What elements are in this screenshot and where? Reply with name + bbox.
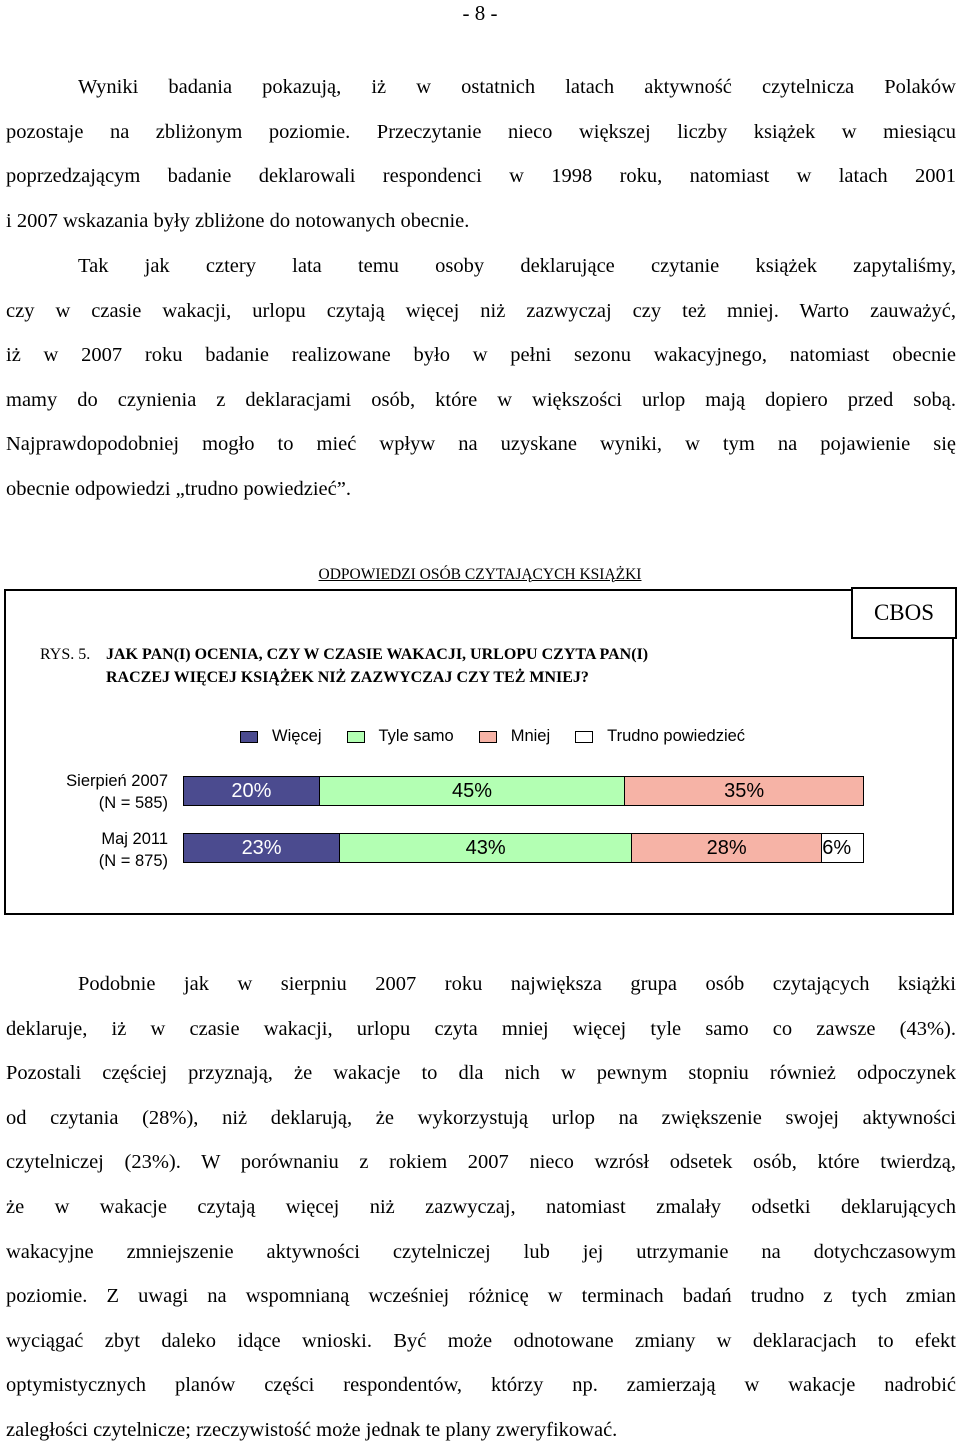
- figure-label: RYS. 5.: [40, 646, 91, 663]
- data-label: 20%: [231, 779, 272, 802]
- bar-segment: [822, 834, 863, 862]
- legend-item: [575, 727, 745, 746]
- bar-segment: [632, 834, 822, 862]
- page-number: - 8 -: [462, 1, 498, 25]
- category-label-line: Maj 2011: [101, 830, 168, 848]
- text-line: Najprawdopodobniej mogło to mieć wpływ na uzyskane wyniki, w tym na pojawienie się: [6, 433, 956, 456]
- data-label: 6%: [822, 836, 852, 859]
- text-line: że w wakacje czytają więcej niż zazwyczaj, natomiast zmalały odsetki deklarujących: [6, 1195, 956, 1218]
- figure-question-line2: RACZEJ WIĘCEJ KSIĄŻEK NIŻ ZAZWYCZAJ CZY TEŻ MNIEJ?: [106, 669, 589, 686]
- text-line: mamy do czynienia z deklaracjami osób, które w większości urlop mają dopiero przed sobą.: [6, 388, 956, 411]
- paragraph-intro: [6, 65, 956, 243]
- text-line: pozostaje na zbliżonym poziomie. Przeczytanie nieco większej liczby książek w miesiącu: [6, 120, 956, 143]
- bar-segment: [184, 777, 320, 805]
- text-line: Wyniki badania pokazują, iż w ostatnich latach aktywność czytelnicza Polaków: [78, 76, 956, 98]
- text-line: czytelniczej (23%). W porównaniu z rokiem 2007 nieco wzrósł odsetek osób, które twierdzą,: [6, 1151, 956, 1174]
- legend-swatch: [479, 731, 497, 743]
- text-line: zaległości czytelnicze; rzeczywistość może jednak te plany zweryfikować.: [6, 1418, 618, 1441]
- bar-row: [183, 833, 864, 863]
- paragraph-context: [6, 244, 956, 512]
- text-line: iż w 2007 roku badanie realizowane było w pełni sezonu wakacyjnego, natomiast obecnie: [6, 344, 956, 367]
- data-label: 23%: [241, 836, 282, 859]
- bar-segment: [320, 777, 626, 805]
- text-line: poprzedzającym badanie deklarowali respondenci w 1998 roku, natomiast w latach 2001: [6, 165, 956, 188]
- cbos-label: CBOS: [851, 587, 957, 639]
- legend-item: [347, 727, 454, 746]
- text-line: Pozostali częściej przyznają, że wakacje to dla nich w pewnym stopniu również odpoczynek: [6, 1062, 956, 1085]
- text-line: czy w czasie wakacji, urlopu czytają więcej niż zazwyczaj czy też mniej. Warto zauważyć,: [6, 299, 956, 322]
- legend-label: Trudno powiedzieć: [607, 727, 746, 745]
- legend-label: Tyle samo: [378, 727, 454, 745]
- data-label: 43%: [465, 836, 506, 859]
- category-label-line: (N = 875): [98, 852, 168, 870]
- bar-segment: [340, 834, 632, 862]
- bar-segment: [184, 834, 340, 862]
- paragraph-summary: [6, 962, 956, 1453]
- text-line: Tak jak cztery lata temu osoby deklarujące czytanie książek zapytaliśmy,: [78, 255, 956, 277]
- text-line: i 2007 wskazania były zbliżone do notowanych obecnie.: [6, 209, 470, 232]
- legend-item: [479, 727, 550, 746]
- text-line: Podobnie jak w sierpniu 2007 roku największa grupa osób czytających książki: [78, 973, 956, 995]
- text-line: optymistycznych planów części respondentów, którzy np. zamierzają w wakacje nadrobić: [6, 1374, 956, 1397]
- figure-caption: [40, 643, 648, 689]
- text-line: obecnie odpowiedzi „trudno powiedzieć”.: [6, 477, 351, 500]
- text-line: poziomie. Z uwagi na wspomnianą wcześniej różnicę w terminach badań trudno z tych zmian: [6, 1285, 956, 1308]
- chart-legend: [240, 727, 770, 746]
- bar-segment: [625, 777, 863, 805]
- legend-swatch: [347, 731, 365, 743]
- legend-swatch: [575, 731, 593, 743]
- text-line: wakacyjne zmniejszenie aktywności czytelniczej lub jej utrzymanie na dotychczasowym: [6, 1240, 956, 1263]
- category-label: [20, 770, 168, 814]
- legend-label: Więcej: [272, 727, 322, 745]
- data-label: 45%: [452, 779, 493, 802]
- text-line: od czytania (28%), niż deklarują, że wykorzystują urlop na zwiększenie swojej aktywności: [6, 1106, 956, 1129]
- legend-label: Mniej: [510, 727, 551, 745]
- section-title: ODPOWIEDZI OSÓB CZYTAJĄCYCH KSIĄŻKI: [318, 566, 642, 583]
- category-label-line: Sierpień 2007: [66, 772, 168, 790]
- legend-item: [240, 727, 322, 746]
- figure-question-line1: JAK PAN(I) OCENIA, CZY W CZASIE WAKACJI, URLOPU CZYTA PAN(I): [106, 646, 649, 663]
- text-line: deklaruje, iż w czasie wakacji, urlopu czyta mniej więcej tyle samo co zawsze (43%).: [6, 1017, 956, 1040]
- legend-swatch: [240, 731, 258, 743]
- data-label: 28%: [706, 836, 747, 859]
- category-label: [20, 828, 168, 872]
- text-line: wyciągać zbyt daleko idące wnioski. Być może odnotowane zmiany w deklaracjach to efekt: [6, 1329, 956, 1352]
- bar-row: [183, 776, 864, 806]
- category-label-line: (N = 585): [98, 794, 168, 812]
- data-label: 35%: [724, 779, 765, 802]
